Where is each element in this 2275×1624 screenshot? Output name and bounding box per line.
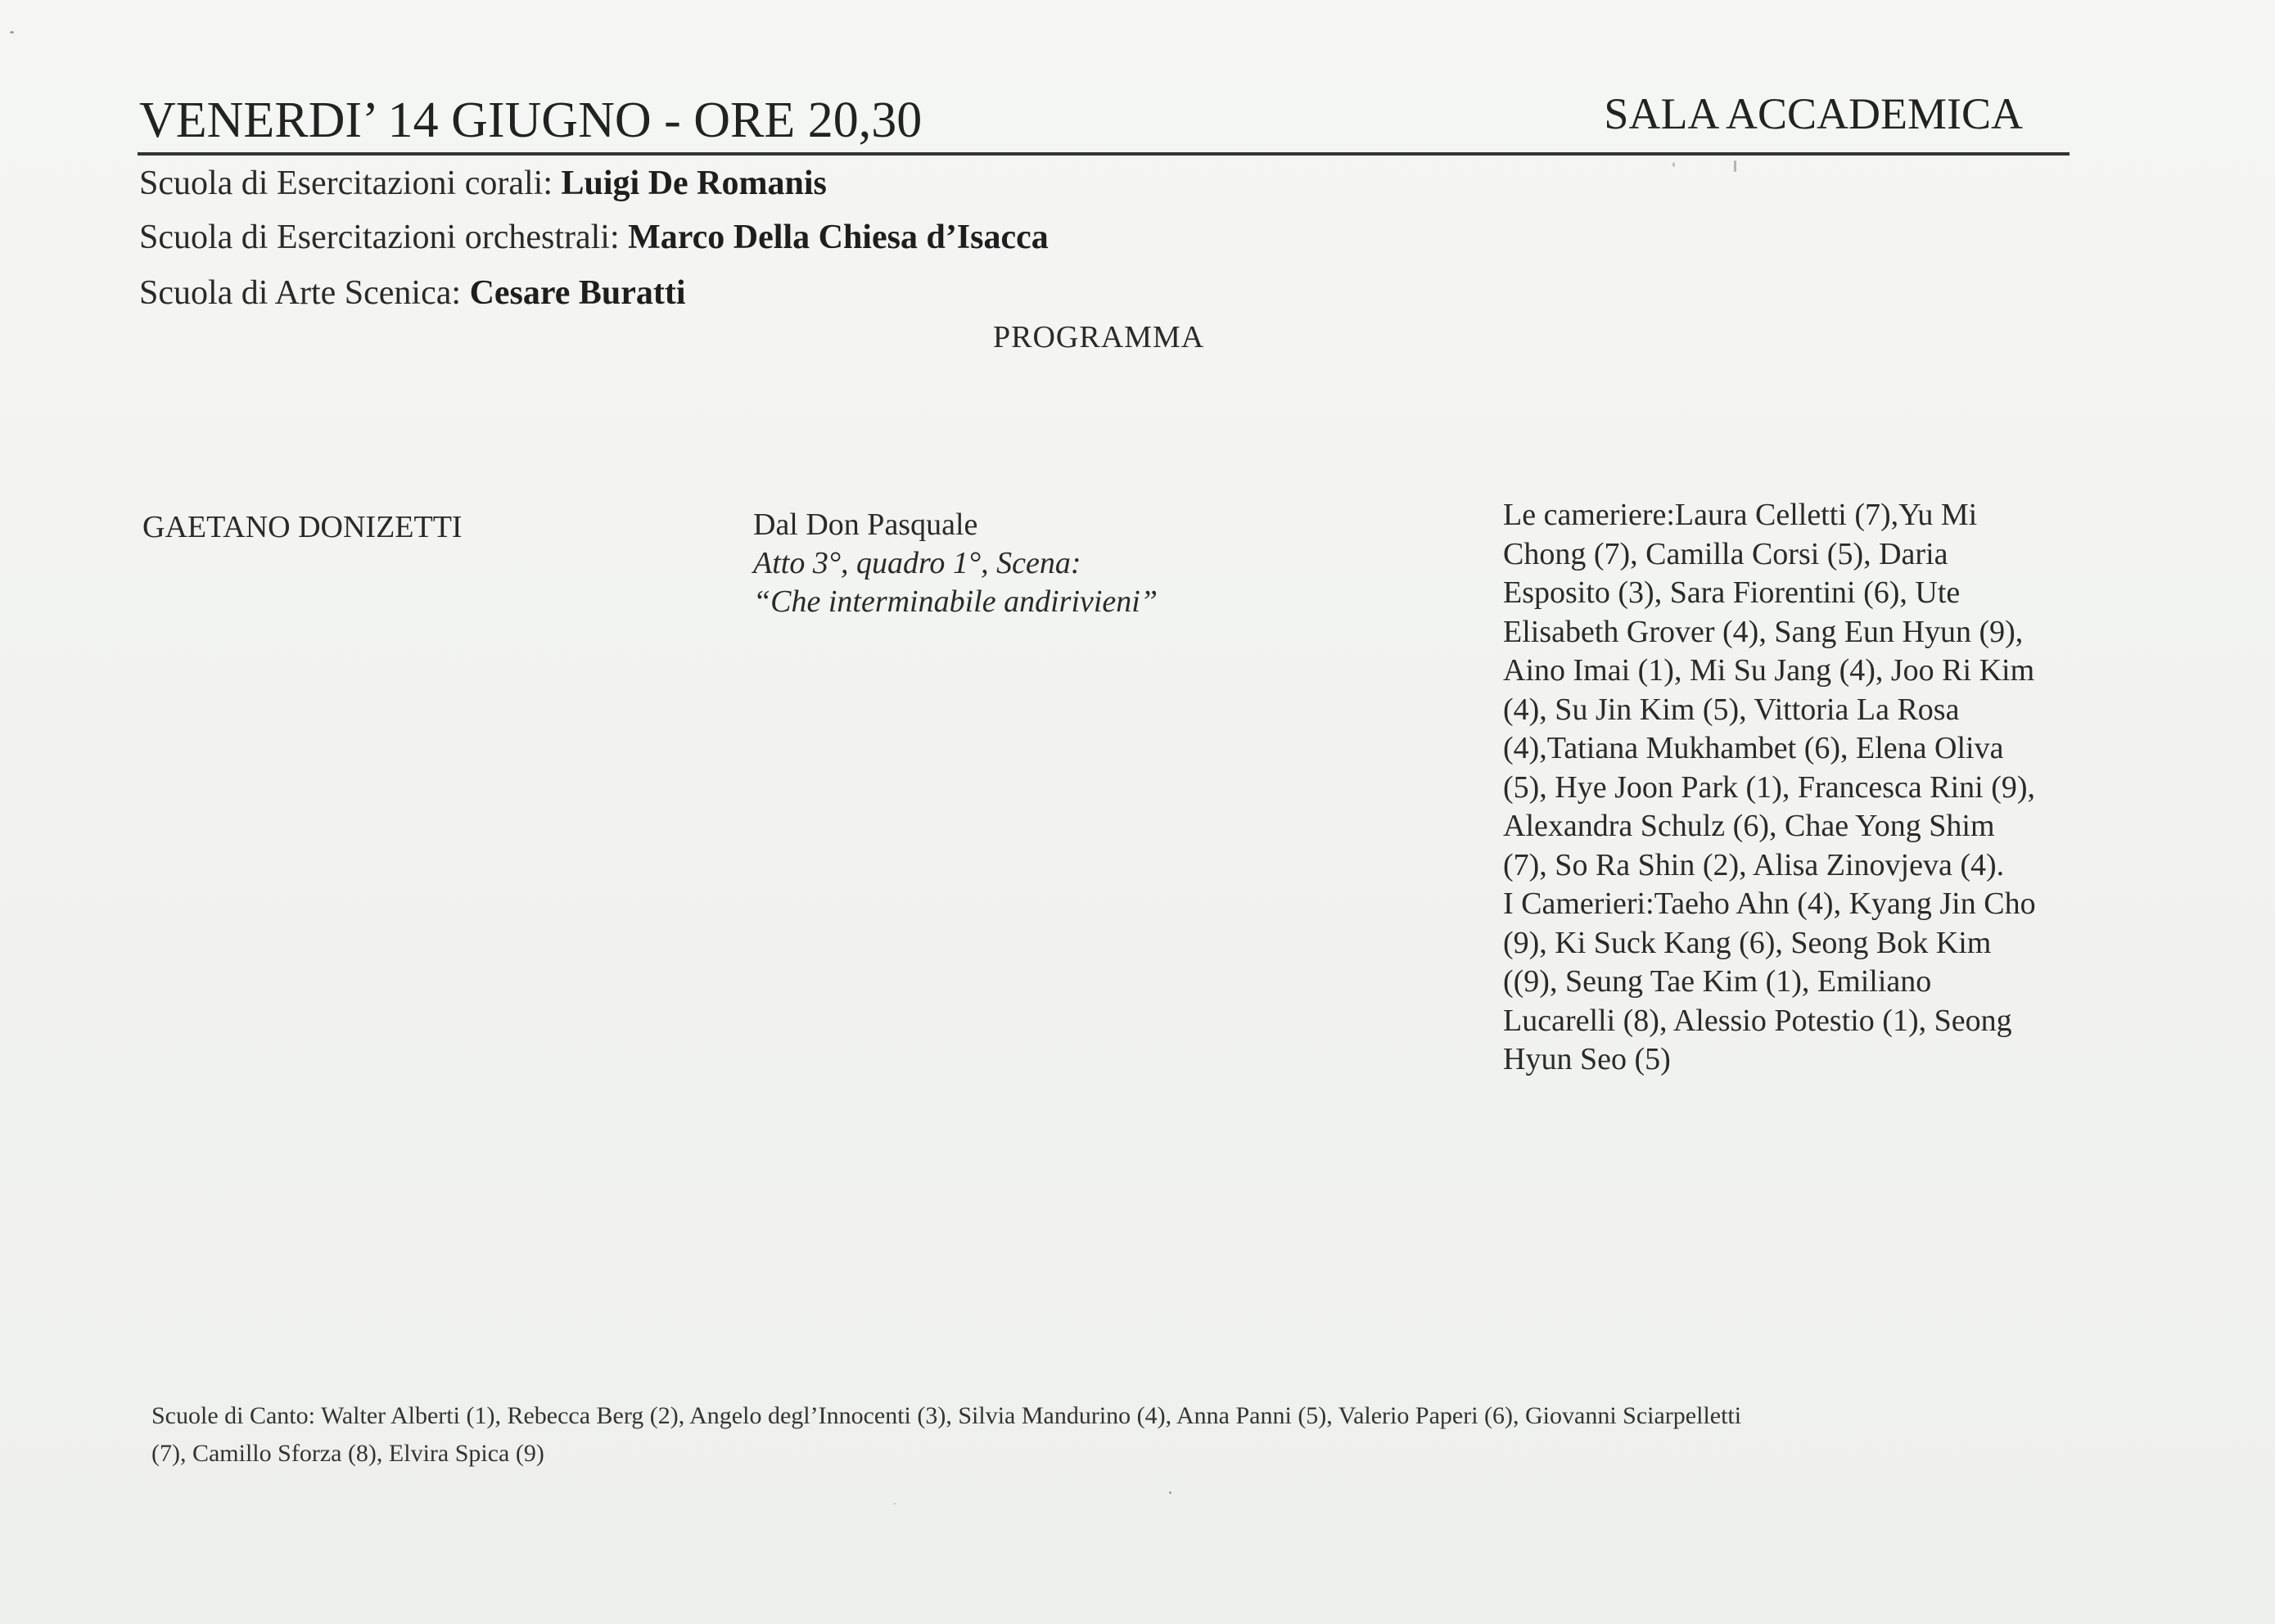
cast-line: Aino Imai (1), Mi Su Jang (4), Joo Ri Kim xyxy=(1503,653,2035,688)
cast-line: Alexandra Schulz (6), Chae Yong Shim xyxy=(1503,809,1995,843)
credit-teacher: Cesare Buratti xyxy=(469,274,686,312)
credit-role: Scuola di Arte Scenica: xyxy=(139,274,470,312)
header-divider xyxy=(138,152,2070,156)
credit-teacher: Marco Della Chiesa d’Isacca xyxy=(628,219,1049,256)
work-details xyxy=(753,506,1158,621)
cast-line: (4), Su Jin Kim (5), Vittoria La Rosa xyxy=(1503,692,1960,727)
credit-choral xyxy=(139,164,827,203)
cast-line: (5), Hye Joon Park (1), Francesca Rini (9), xyxy=(1503,769,2036,805)
credit-orchestral xyxy=(139,218,1049,257)
footer-line: (7), Camillo Sforza (8), Elvira Spica (9) xyxy=(151,1440,544,1467)
scene-line: Atto 3°, quadro 1°, Scena: xyxy=(753,546,1081,580)
paper-speck xyxy=(1169,1491,1171,1494)
footer-line: Scuole di Canto: Walter Alberti (1), Rebecca Berg (2), Angelo degl’Innocenti (3), Silvia Mandurino (4), Anna Panni (5), Valerio Paperi (6), Giovanni Sciarpelletti xyxy=(151,1402,1742,1429)
event-venue: SALA ACCADEMICA xyxy=(1604,89,2023,138)
cast-line: Hyun Seo (5) xyxy=(1503,1042,1671,1076)
cast-line: Lucarelli (8), Alessio Potestio (1), Seong xyxy=(1503,1003,2012,1038)
work-title: Dal Don Pasquale xyxy=(753,508,978,542)
singing-schools-footer xyxy=(151,1397,1741,1473)
paper-speck xyxy=(10,31,14,34)
cast-line: (9), Ki Suck Kang (6), Seong Bok Kim xyxy=(1503,925,1992,960)
cast-line: I Camerieri:Taeho Ahn (4), Kyang Jin Cho xyxy=(1503,886,2036,921)
cast-line: Le cameriere:Laura Celletti (7),Yu Mi xyxy=(1503,498,1978,532)
cast-line: Chong (7), Camilla Corsi (5), Daria xyxy=(1503,536,1948,571)
credit-role: Scuola di Esercitazioni corali: xyxy=(139,165,562,202)
cast-line: Esposito (3), Sara Fiorentini (6), Ute xyxy=(1503,575,1961,610)
paper-speck xyxy=(1672,162,1675,167)
cast-line: (7), So Ra Shin (2), Alisa Zinovjeva (4). xyxy=(1503,847,2005,882)
credit-stage-art xyxy=(139,273,686,313)
event-date-time: VENERDI’ 14 GIUGNO - ORE 20,30 xyxy=(139,92,923,148)
cast-line: Elisabeth Grover (4), Sang Eun Hyun (9), xyxy=(1503,614,2024,649)
cast-line: ((9), Seung Tae Kim (1), Emiliano xyxy=(1503,964,1932,999)
credit-teacher: Luigi De Romanis xyxy=(561,165,827,202)
paper-speck xyxy=(1734,160,1736,172)
credit-role: Scuola di Esercitazioni orchestrali: xyxy=(139,219,629,256)
cast-line: (4),Tatiana Mukhambet (6), Elena Oliva xyxy=(1503,731,2004,765)
scene-title: “Che interminabile andirivieni” xyxy=(753,584,1158,619)
composer-name: GAETANO DONIZETTI xyxy=(142,510,463,544)
cast-list xyxy=(1503,496,2076,1080)
programma-heading: PROGRAMMA xyxy=(993,320,1205,354)
paper-speck xyxy=(894,1503,896,1504)
